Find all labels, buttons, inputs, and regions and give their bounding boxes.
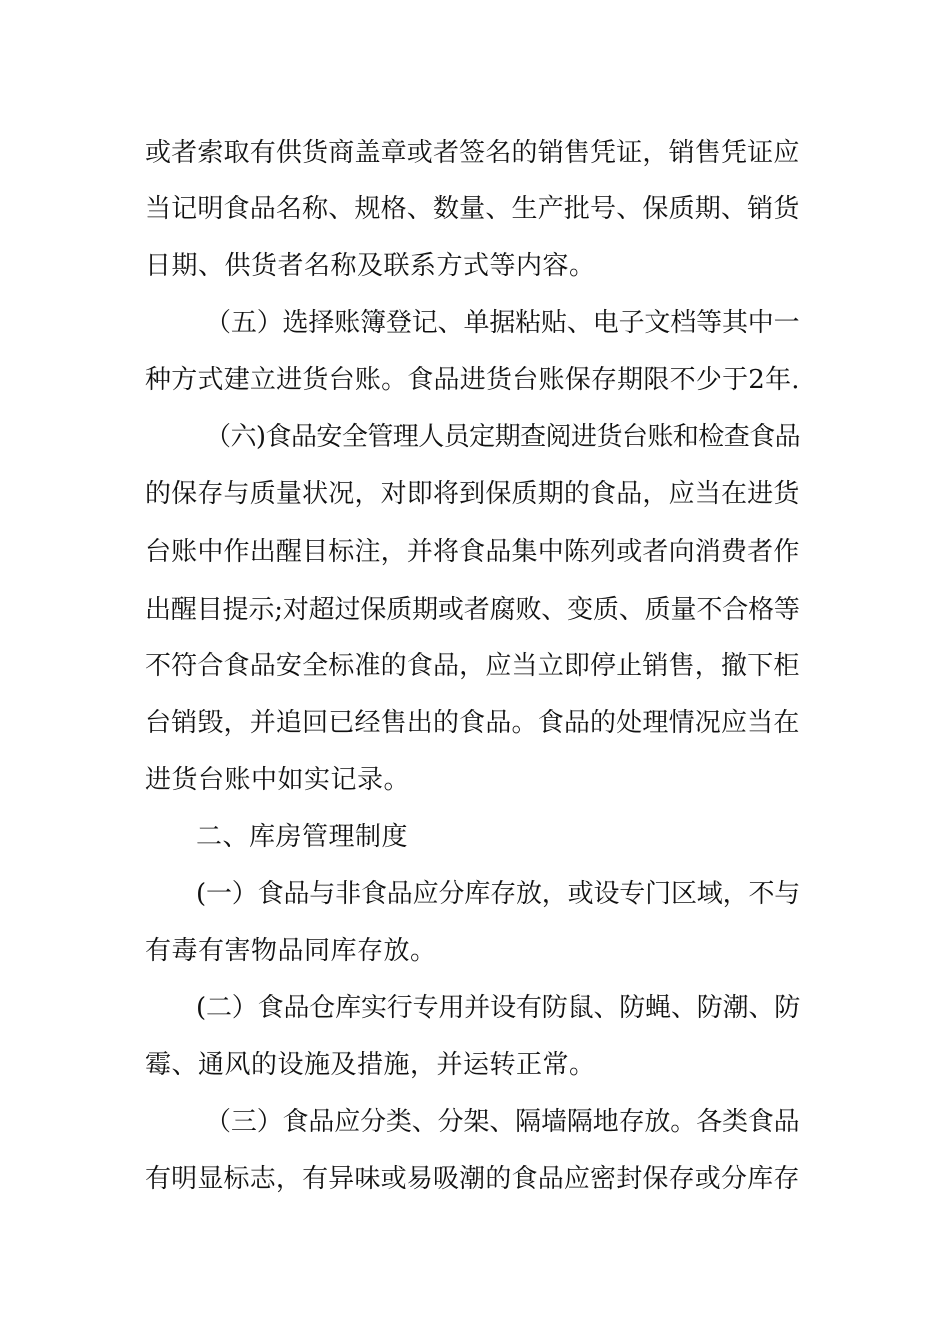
text-line: 种方式建立进货台账。食品进货台账保存期限不少于2年. [145, 365, 800, 395]
text-line: 有毒有害物品同库存放。 [145, 936, 437, 966]
paragraph-start-line: (二）食品仓库实行专用并设有防鼠、防蝇、防潮、防 [196, 993, 801, 1023]
section-heading: 二、库房管理制度 [196, 822, 409, 852]
text-line: 有明显标志，有异味或易吸潮的食品应密封保存或分库存 [145, 1164, 800, 1194]
text-line: 霉、通风的设施及措施，并运转正常。 [145, 1050, 596, 1080]
paragraph-start-line: （五）选择账簿登记、单据粘贴、电子文档等其中一 [205, 308, 800, 338]
text-line: 不符合食品安全标准的食品，应当立即停止销售，撤下柜 [145, 651, 800, 681]
text-line: 当记明食品名称、规格、数量、生产批号、保质期、销货 [145, 194, 800, 224]
text-line: 进货台账中如实记录。 [145, 765, 411, 795]
text-line: 台销毁，并追回已经售出的食品。食品的处理情况应当在 [145, 708, 800, 738]
text-line: 的保存与质量状况，对即将到保质期的食品，应当在进货 [145, 479, 800, 509]
text-line: 出醒目提示;对超过保质期或者腐败、变质、质量不合格等 [145, 595, 800, 625]
text-line: 台账中作出醒目标注，并将食品集中陈列或者向消费者作 [145, 537, 800, 567]
text-line: 或者索取有供货商盖章或者签名的销售凭证，销售凭证应 [145, 138, 800, 168]
paragraph-start-line: (一）食品与非食品应分库存放，或设专门区域，不与 [196, 879, 801, 909]
paragraph-start-line: （六)食品安全管理人员定期查阅进货台账和检查食品 [205, 422, 801, 452]
text-line: 日期、供货者名称及联系方式等内容。 [145, 251, 596, 281]
paragraph-start-line: （三）食品应分类、分架、隔墙隔地存放。各类食品 [205, 1107, 800, 1137]
